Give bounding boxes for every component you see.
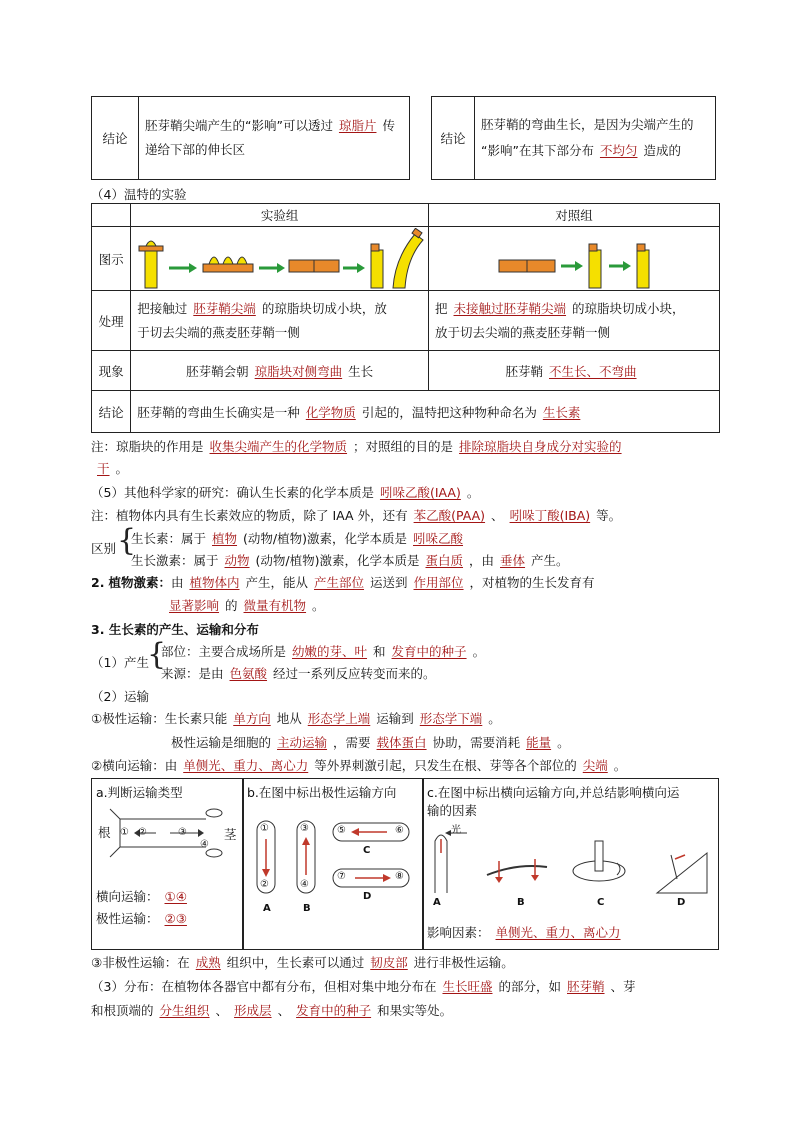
- panel-a-n2: ②: [138, 827, 147, 838]
- concl-answer2: 生长素: [542, 404, 581, 420]
- panel-b-title: b.在图中标出极性运输方向: [247, 785, 397, 800]
- stem-label: 茎: [224, 827, 237, 842]
- s3-brace: {: [147, 637, 167, 672]
- panel-a: [91, 778, 244, 950]
- panel-c-title2: 输的因素: [427, 803, 478, 818]
- s3-p2-title: （2）运输: [91, 689, 149, 704]
- box1-label: 结论: [92, 97, 139, 180]
- panel-b-n3: ③: [300, 823, 309, 834]
- panel-b-C: C: [363, 845, 371, 856]
- treat-ctrl-text2: 的琼脂块切成小块，: [572, 300, 685, 316]
- panel-b-n7: ⑦: [337, 871, 346, 882]
- col-control: 对照组: [429, 204, 720, 227]
- phen-exp-answer: 琼脂块对侧弯曲: [254, 363, 343, 379]
- row-treatment-label: 处理: [92, 291, 131, 351]
- s3-p3-line: ③非极性运输：在 成熟 组织中，生长素可以通过 韧皮部 进行非极性运输。: [91, 955, 514, 970]
- diff-line1: 生长素：属于 植物 (动物/植物)激素，化学本质是 吲哚乙酸: [131, 531, 464, 546]
- panel-c-D: D: [677, 897, 686, 908]
- s5-line: （5）其他科学家的研究：确认生长素的化学本质是 吲哚乙酸(IAA) 。: [91, 485, 480, 500]
- panel-a-polar: 极性运输： ②③: [96, 911, 187, 926]
- phen-exp-text2: 生长: [348, 363, 374, 379]
- box2-text2: “影响”在其下部分布: [481, 143, 594, 158]
- panel-a-n1: ①: [120, 827, 129, 838]
- s3-p4-line2: 和根顶端的 分生组织 、 形成层 、 发育中的种子 和果实等处。: [91, 1003, 453, 1018]
- concl-text: 胚芽鞘的弯曲生长确实是一种: [137, 404, 300, 420]
- panel-a-n3: ③: [178, 827, 187, 838]
- row-conclusion-label: 结论: [92, 391, 131, 433]
- control-illustration: [429, 227, 720, 291]
- panel-b-n1: ①: [260, 823, 269, 834]
- panel-c-C: C: [597, 897, 605, 908]
- diff-brace: {: [117, 523, 137, 558]
- treat-ctrl-text: 把: [435, 300, 448, 316]
- box2-answer: 不均匀: [599, 143, 638, 158]
- s3-p1-line1: 部位：主要合成场所是 幼嫩的芽、叶 和 发育中的种子 。: [161, 644, 486, 659]
- s3-p1-line2: 来源：是由 色氨酸 经过一系列反应转变而来的。: [161, 666, 436, 681]
- panel-b-n8: ⑧: [395, 871, 404, 882]
- panel-c-title: c.在图中标出横向运输方向,并总结影响横向运: [427, 785, 680, 800]
- col-experiment: 实验组: [131, 204, 429, 227]
- panel-b-A: A: [263, 903, 271, 914]
- note2-line: 注：植物体内具有生长素效应的物质，除了 IAA 外，还有 苯乙酸(PAA) 、 吲哚丁酸(IBA) 等。: [91, 508, 622, 523]
- box2-text1: 胚芽鞘的弯曲生长，是因为尖端产生的: [481, 117, 694, 132]
- phen-exp-text: 胚芽鞘会朝: [186, 363, 249, 379]
- conclusion-box-2: [431, 96, 716, 180]
- diff-line2: 生长激素：属于 动物 (动物/植物)激素，化学本质是 蛋白质 ，由 垂体 产生。: [131, 553, 569, 568]
- panel-b-B: B: [303, 903, 311, 914]
- treat-exp-text2: 的琼脂块切成小块，放: [261, 300, 387, 316]
- panel-b: [242, 778, 424, 950]
- conclusion-box-1: [91, 96, 410, 180]
- note1-line2: 干 。: [97, 461, 129, 476]
- panel-b-n2: ②: [260, 879, 269, 890]
- panel-c-factor: 影响因素： 单侧光、重力、离心力: [427, 925, 621, 940]
- s3-p2-line2: 极性运输是细胞的 主动运输 ，需要 载体蛋白 协助，需要消耗 能量 。: [171, 735, 570, 750]
- panel-b-n6: ⑥: [395, 825, 404, 836]
- panel-a-n4: ④: [200, 839, 209, 850]
- box1-text1: 胚芽鞘尖端产生的“影响”可以透过: [145, 118, 333, 133]
- concl-text2: 引起的，温特把这种物种命名为: [361, 404, 537, 420]
- light-label: 光: [451, 825, 461, 836]
- panel-b-D: D: [363, 891, 372, 902]
- box2-text3: 造成的: [643, 143, 681, 158]
- box2-label: 结论: [432, 97, 475, 180]
- went-table: [91, 203, 720, 433]
- panel-c: [422, 778, 719, 950]
- s3-p4-line1: （3）分布：在植物体各器官中都有分布，但相对集中地分布在 生长旺盛 的部分，如 胚芽鞘 、芽: [91, 979, 636, 994]
- treat-ctrl-answer: 未接触过胚芽鞘尖端: [453, 300, 567, 316]
- box1-answer: 琼脂片: [338, 118, 377, 133]
- root-label: 根: [98, 825, 111, 840]
- s3-title: 3. 生长素的产生、运输和分布: [91, 622, 259, 637]
- s3-p1-label: （1）产生: [91, 655, 149, 670]
- panel-a-horizontal: 横向运输： ①④: [96, 889, 187, 904]
- section4-title: （4）温特的实验: [91, 187, 187, 202]
- box1-text2: 传递给下部的伸长区: [145, 118, 395, 157]
- panel-b-n4: ④: [300, 879, 309, 890]
- s3-p2-line1: ①极性运输：生长素只能 单方向 地从 形态学上端 运输到 形态学下端 。: [91, 711, 501, 726]
- panel-a-title: a.判断运输类型: [96, 785, 183, 800]
- diff-label: 区别: [91, 541, 117, 556]
- note1-line: 注：琼脂块的作用是 收集尖端产生的化学物质 ；对照组的目的是 排除琼脂块自身成分对实验的: [91, 439, 622, 454]
- panel-b-n5: ⑤: [337, 825, 346, 836]
- s2-line: 2. 植物激素：由 植物体内 产生，能从 产生部位 运送到 作用部位 ，对植物的生长发育有: [91, 575, 595, 590]
- concl-answer1: 化学物质: [305, 404, 356, 420]
- treat-exp-text: 把接触过: [137, 300, 188, 316]
- phen-ctrl-text: 胚芽鞘: [505, 363, 543, 379]
- s2-line2: 显著影响 的 微量有机物 。: [169, 598, 325, 613]
- treat-exp-text3: 于切去尖端的燕麦胚芽鞘一侧: [137, 324, 300, 340]
- row-picture-label: 图示: [92, 227, 131, 291]
- panel-c-A: A: [433, 897, 441, 908]
- phen-ctrl-answer: 不生长、不弯曲: [549, 363, 637, 379]
- experiment-illustration: [131, 227, 429, 291]
- treat-ctrl-text3: 放于切去尖端的燕麦胚芽鞘一侧: [435, 324, 611, 340]
- panel-c-B: B: [517, 897, 525, 908]
- treat-exp-answer: 胚芽鞘尖端: [193, 300, 256, 316]
- row-phenomenon-label: 现象: [92, 351, 131, 391]
- s3-p2-line3: ②横向运输：由 单侧光、重力、离心力 等外界刺激引起，只发生在根、芽等各个部位的 尖端 。: [91, 758, 627, 773]
